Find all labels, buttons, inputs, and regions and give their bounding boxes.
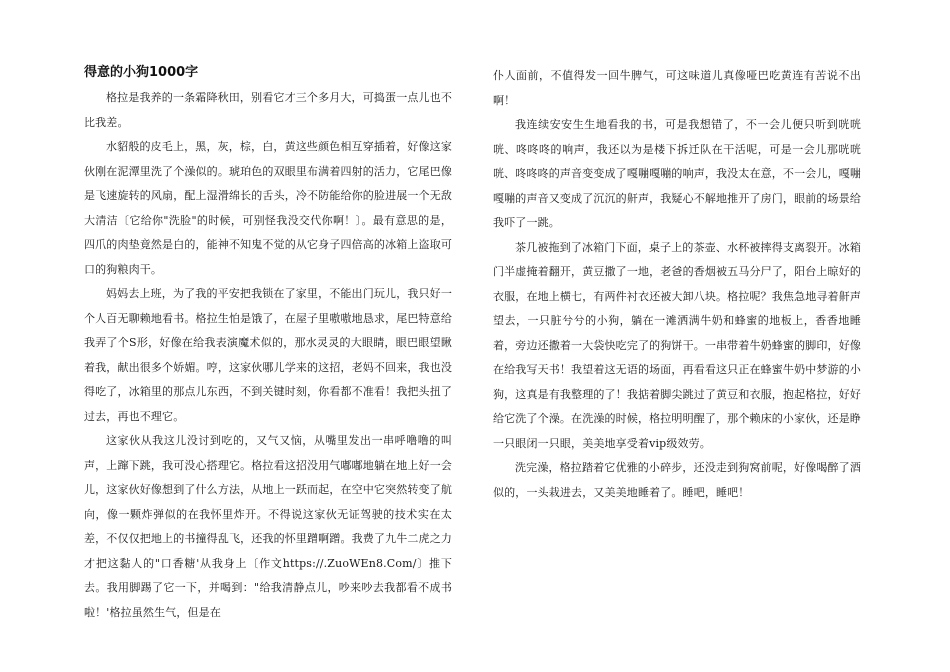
paragraph: 妈妈去上班，为了我的平安把我锁在了家里，不能出门玩儿，我只好一个人百无聊赖地看书。格拉生怕是饿了，在屋子里嗷嗷地恳求，尾巴特意给我弄了个S形，好像在给我表演魔术似的，那水灵灵的大眼睛，眼巴眼望瞅着我，献出很多个娇媚。哼，这家伙哪儿学来的这招，老妈不回来，我也没得吃了，冰箱里的那点儿东西，不到关键时刻，你看都不准看！我把头扭了过去，再也不理它。 <box>84 287 452 423</box>
paragraph: 这家伙从我这儿没讨到吃的，又气又恼，从嘴里发出一串呼噜噜的叫声，上蹿下跳，我可没心搭理它。格拉看这招没用气嘟嘟地躺在地上好一会儿，这家伙好像想到了什么方法，从地上一跃而起，在空中它突然转变了航向，像一颗炸弹似的在我怀里炸开。不得说这家伙无证驾驶的技术实在太差，不仅仅把地上的书撞得乱飞，还我的怀里蹭啊蹭。我费了九牛二虎之力才把这黏人的"口香糖'从我身上〔作文https://.ZuoWEn8.Com/〕推下去。我用脚踢了它一下，并喝到："给我清静点儿，吵来吵去我都看不成书啦！'格拉虽然生气，但是在 <box>84 434 452 619</box>
right-column <box>493 64 861 505</box>
paragraph: 水貂般的皮毛上，黑，灰，棕，白，黄这些颜色相互穿插着，好像这家伙刚在泥潭里洗了个澡似的。琥珀色的双眼里布满着四射的活力，它尾巴像是飞速旋转的风扇，配上湿滑绵长的舌头，冷不防能给你的脸进展一个无敌大清洁〔它给你"洗脸"的时候，可别怪我没交代你啊！〕。最有意思的是，四爪的肉垫竟然是白的，能神不知鬼不觉的从它身子四倍高的冰箱上盗取可口的狗粮肉干。 <box>84 140 452 276</box>
paragraph: 洗完澡，格拉踏着它优雅的小碎步，还没走到狗窝前呢，好像喝醉了酒似的，一头栽进去，又美美地睡着了。睡吧，睡吧！ <box>493 461 861 499</box>
paragraph: 我连续安安生生地看我的书，可是我想错了，不一会儿便只听到咣咣咣、咚咚咚的响声，我还以为是楼下拆迁队在干活呢，可是一会儿那咣咣咣、咚咚咚的声音变变成了嘎嘣嘎嘣的响声，我没太在意，不一会儿，嘎嘣嘎嘣的声音又变成了沉沉的鼾声，我疑心不解地推开了房门，眼前的场景给我吓了一跳。 <box>493 118 861 229</box>
left-column <box>84 64 452 625</box>
paragraph-continuation: 仆人面前，不值得发一回牛脾气，可这味道儿真像哑巴吃黄连有苦说不出啊！ <box>493 69 861 107</box>
paragraph: 茶几被拖到了冰箱门下面，桌子上的茶壶、水杯被摔得支离裂开。冰箱门半虚掩着翻开，黄豆撒了一地，老爸的香烟被五马分尸了，阳台上晾好的衣服，在地上横七，有两件衬衣还被大卸八块。格拉呢？我焦急地寻着鼾声望去，一只脏兮兮的小狗，躺在一滩洒满牛奶和蜂蜜的地板上，香香地睡着，旁边还撒着一大袋快吃完了的狗饼干。一串带着牛奶蜂蜜的脚印，好像在给我写天书！我望着这无语的场面，再看看这只正在蜂蜜牛奶中梦游的小狗，这真是有我整理的了！我掂着脚尖跳过了黄豆和衣服，抱起格拉，好好给它洗了个澡。在洗澡的时候，格拉明明醒了，那个赖床的小家伙，还是睁一只眼闭一只眼，美美地享受着vip级效劳。 <box>493 240 861 450</box>
paragraph: 格拉是我养的一条霜降秋田，别看它才三个多月大，可捣蛋一点儿也不比我差。 <box>84 91 452 129</box>
document-title: 得意的小狗1000字 <box>84 65 199 80</box>
